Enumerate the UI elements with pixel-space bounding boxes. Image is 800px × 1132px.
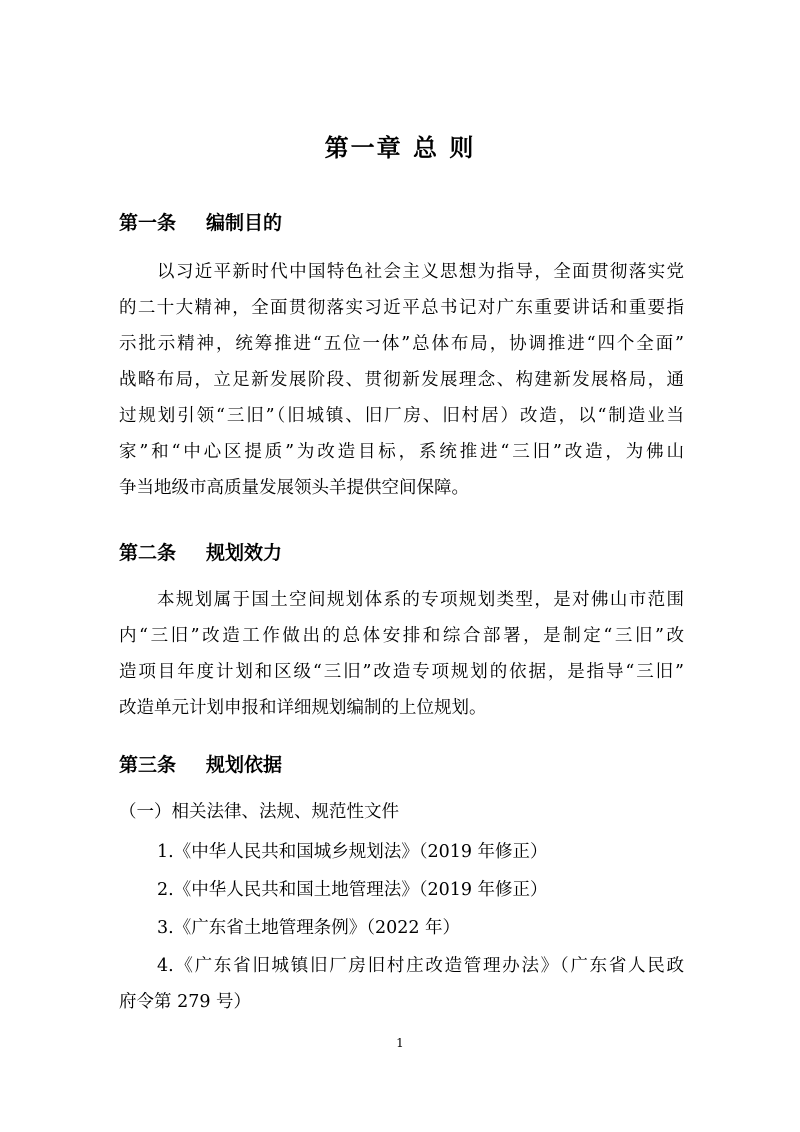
chapter-title: 第一章 总 则 [324, 134, 476, 162]
paragraph-line: 战略布局，立足新发展阶段、贯彻新发展理念、构建新发展格局，通 [119, 370, 684, 390]
list-item: 3.《广东省土地管理条例》（2022 年） [157, 918, 461, 938]
paragraph-line: 的二十大精神，全面贯彻落实习近平总书记对广东重要讲话和重要指 [119, 298, 684, 318]
section-number: 第一条 [119, 212, 177, 234]
paragraph-line: 以习近平新时代中国特色社会主义思想为指导，全面贯彻落实党 [157, 262, 684, 282]
paragraph-line: 造项目年度计划和区级“三旧”改造专项规划的依据，是指导“三旧” [119, 662, 684, 682]
section-title: 编制目的 [206, 212, 283, 234]
paragraph-line: 争当地级市高质量发展领头羊提供空间保障。 [119, 478, 469, 498]
list-item: 4.《广东省旧城镇旧厂房旧村庄改造管理办法》（广东省人民政 [157, 956, 684, 976]
paragraph-line: 本规划属于国土空间规划体系的专项规划类型，是对佛山市范围 [157, 590, 684, 610]
paragraph-line: 改造单元计划申报和详细规划编制的上位规划。 [119, 698, 487, 718]
subsection-heading: （一）相关法律、法规、规范性文件 [119, 802, 399, 822]
section-heading-3 [119, 750, 282, 777]
section-number: 第二条 [119, 542, 177, 564]
section-title: 规划效力 [206, 542, 283, 564]
section-number: 第三条 [119, 754, 177, 776]
paragraph-line: 过规划引领“三旧”（旧城镇、旧厂房、旧村居）改造，以“制造业当 [119, 406, 684, 426]
section-title: 规划依据 [206, 754, 283, 776]
section-heading-2 [119, 538, 282, 565]
paragraph-line: 示批示精神，统筹推进“五位一体”总体布局，协调推进“四个全面” [119, 334, 684, 354]
paragraph-line: 家”和“中心区提质”为改造目标，系统推进“三旧”改造，为佛山 [119, 442, 684, 462]
list-item-continuation: 府令第 279 号） [119, 992, 252, 1012]
paragraph-line: 内“三旧”改造工作做出的总体安排和综合部署，是制定“三旧”改 [119, 626, 684, 646]
list-item: 2.《中华人民共和国土地管理法》（2019 年修正） [157, 880, 548, 900]
section-heading-1 [119, 208, 282, 235]
list-item: 1.《中华人民共和国城乡规划法》（2019 年修正） [157, 842, 548, 862]
page-number: 1 [396, 1036, 404, 1050]
